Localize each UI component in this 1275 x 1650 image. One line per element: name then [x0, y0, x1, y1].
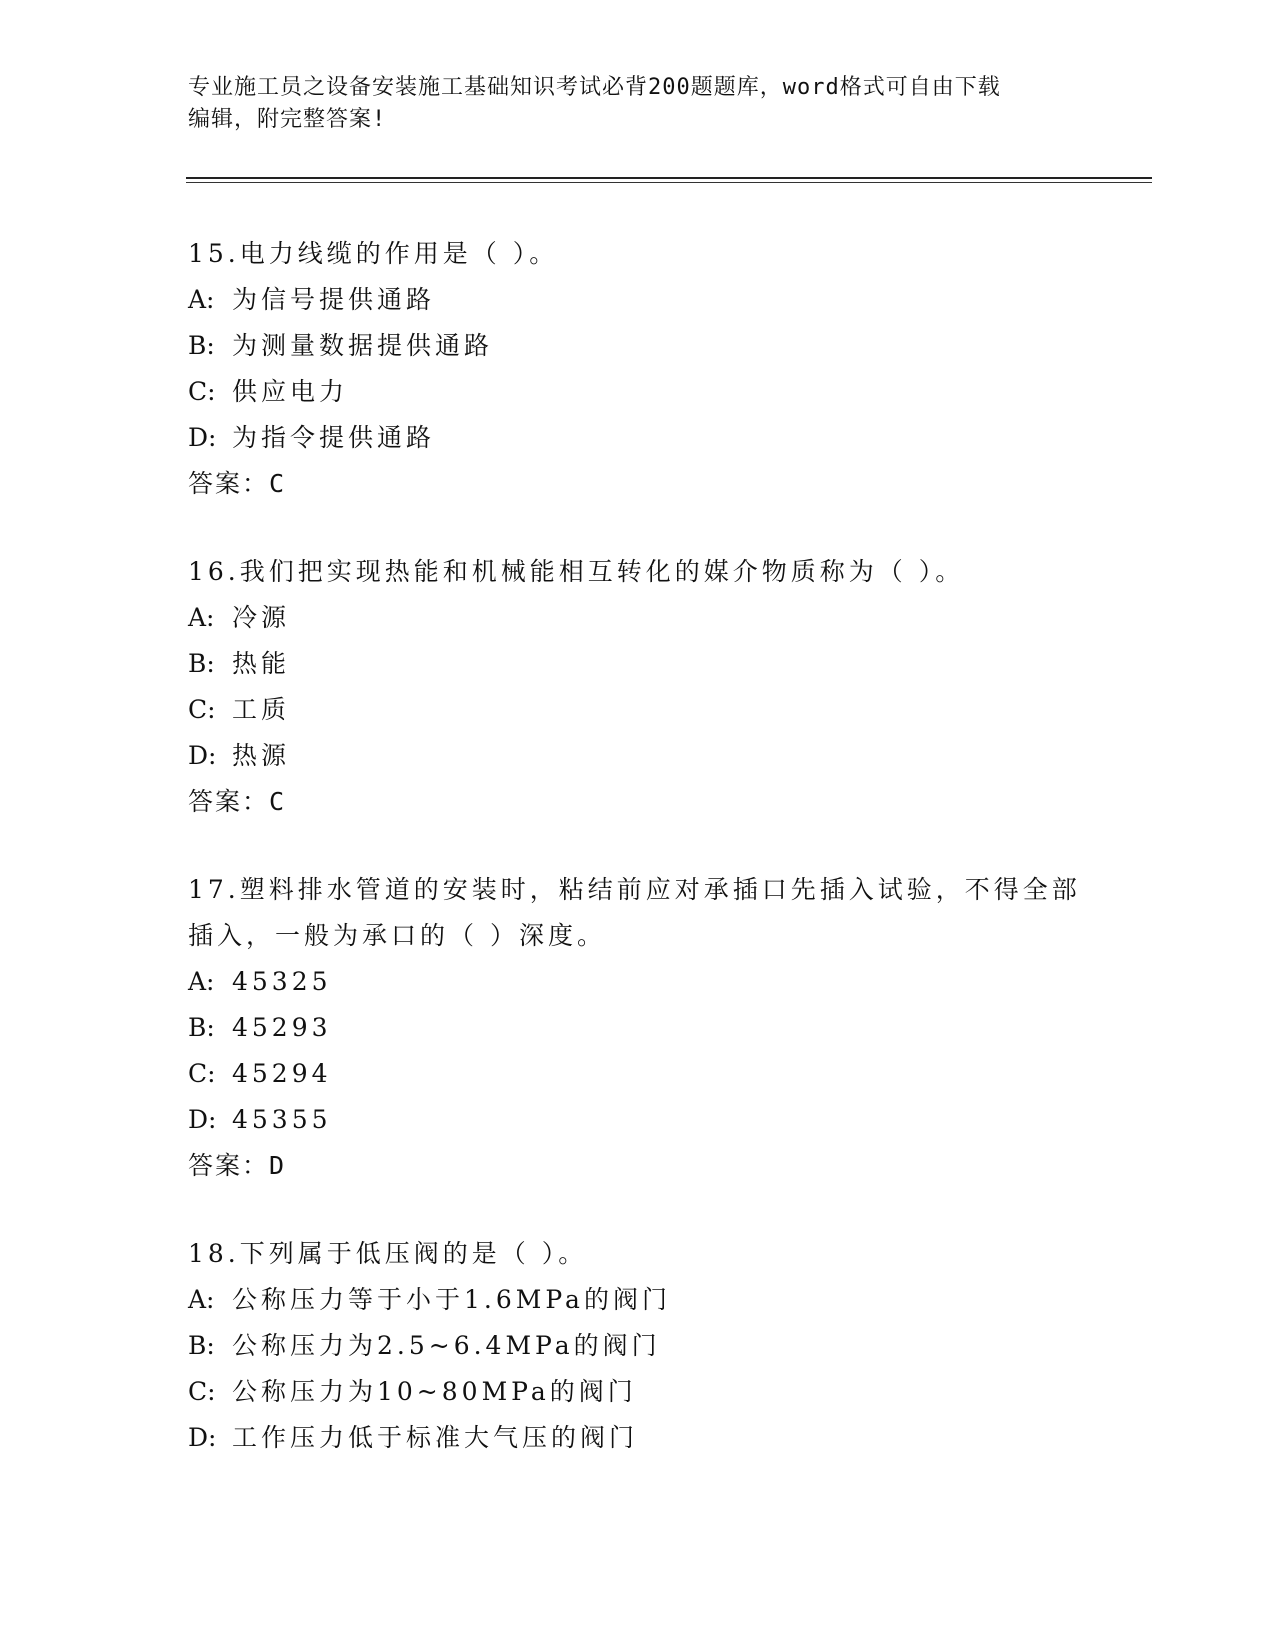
option-text: 供应电力: [232, 377, 349, 406]
option-a: [188, 595, 1148, 641]
answer-line: [188, 1143, 1148, 1189]
option-text: 45325: [232, 967, 332, 996]
answer-line: [188, 461, 1148, 507]
header-line-2: 编辑，附完整答案!: [188, 107, 387, 132]
question-16: [188, 549, 1148, 825]
option-letter: B:: [188, 331, 215, 360]
option-letter: A:: [188, 1285, 215, 1314]
option-letter: C:: [188, 1377, 216, 1406]
header-line-1: 专业施工员之设备安装施工基础知识考试必背200题题库，word格式可自由下载: [188, 75, 1001, 100]
option-letter: D:: [188, 423, 217, 452]
question-text: 15.电力线缆的作用是（ ）。: [188, 239, 559, 268]
answer-label: 答案：: [188, 1151, 270, 1180]
option-letter: A:: [188, 967, 215, 996]
option-text: 为指令提供通路: [232, 423, 436, 452]
answer-label: 答案：: [188, 787, 270, 816]
option-d: [188, 415, 1148, 461]
option-letter: B:: [188, 1013, 215, 1042]
answer-label: 答案：: [188, 469, 270, 498]
answer-value: C: [269, 787, 287, 816]
option-text: 为信号提供通路: [232, 285, 436, 314]
option-letter: D:: [188, 1423, 217, 1452]
option-letter: A:: [188, 285, 215, 314]
option-text: 热能: [232, 649, 291, 678]
option-c: [188, 1369, 1148, 1415]
question-text: 18.下列属于低压阀的是（ ）。: [188, 1239, 588, 1268]
option-letter: C:: [188, 1059, 216, 1088]
option-c: [188, 687, 1148, 733]
option-d: [188, 1097, 1148, 1143]
option-text: 热源: [232, 741, 291, 770]
option-c: [188, 369, 1148, 415]
option-text: 工质: [232, 695, 291, 724]
option-b: [188, 1323, 1148, 1369]
option-letter: A:: [188, 603, 215, 632]
option-a: [188, 959, 1148, 1005]
header-divider-thin: [186, 182, 1152, 183]
answer-value: D: [269, 1151, 287, 1180]
document-header: [188, 72, 1088, 136]
option-d: [188, 733, 1148, 779]
option-letter: D:: [188, 1105, 217, 1134]
option-text: 45293: [232, 1013, 332, 1042]
question-18: [188, 1231, 1148, 1461]
option-letter: B:: [188, 649, 215, 678]
option-b: [188, 641, 1148, 687]
header-divider-thick: [186, 177, 1152, 179]
option-letter: D:: [188, 741, 217, 770]
option-d: [188, 1415, 1148, 1461]
option-text: 工作压力低于标准大气压的阀门: [232, 1423, 639, 1452]
answer-line: [188, 779, 1148, 825]
question-15: [188, 231, 1148, 507]
question-17: [188, 867, 1148, 1189]
option-letter: C:: [188, 695, 216, 724]
option-b: [188, 1005, 1148, 1051]
option-text: 公称压力为10~80MPa的阀门: [232, 1377, 637, 1406]
question-text-line-2: 插入，一般为承口的（ ）深度。: [188, 921, 606, 950]
answer-value: C: [269, 469, 287, 498]
question-text-line-1: 17.塑料排水管道的安装时，粘结前应对承插口先插入试验，不得全部: [188, 875, 1081, 904]
option-letter: B:: [188, 1331, 215, 1360]
option-text: 45294: [232, 1059, 332, 1088]
option-text: 45355: [232, 1105, 332, 1134]
option-b: [188, 323, 1148, 369]
option-a: [188, 277, 1148, 323]
option-c: [188, 1051, 1148, 1097]
option-text: 为测量数据提供通路: [232, 331, 494, 360]
option-text: 冷源: [232, 603, 291, 632]
option-text: 公称压力为2.5~6.4MPa的阀门: [232, 1331, 661, 1360]
question-text: 16.我们把实现热能和机械能相互转化的媒介物质称为（ ）。: [188, 557, 965, 586]
option-a: [188, 1277, 1148, 1323]
option-text: 公称压力等于小于1.6MPa的阀门: [232, 1285, 671, 1314]
option-letter: C:: [188, 377, 216, 406]
